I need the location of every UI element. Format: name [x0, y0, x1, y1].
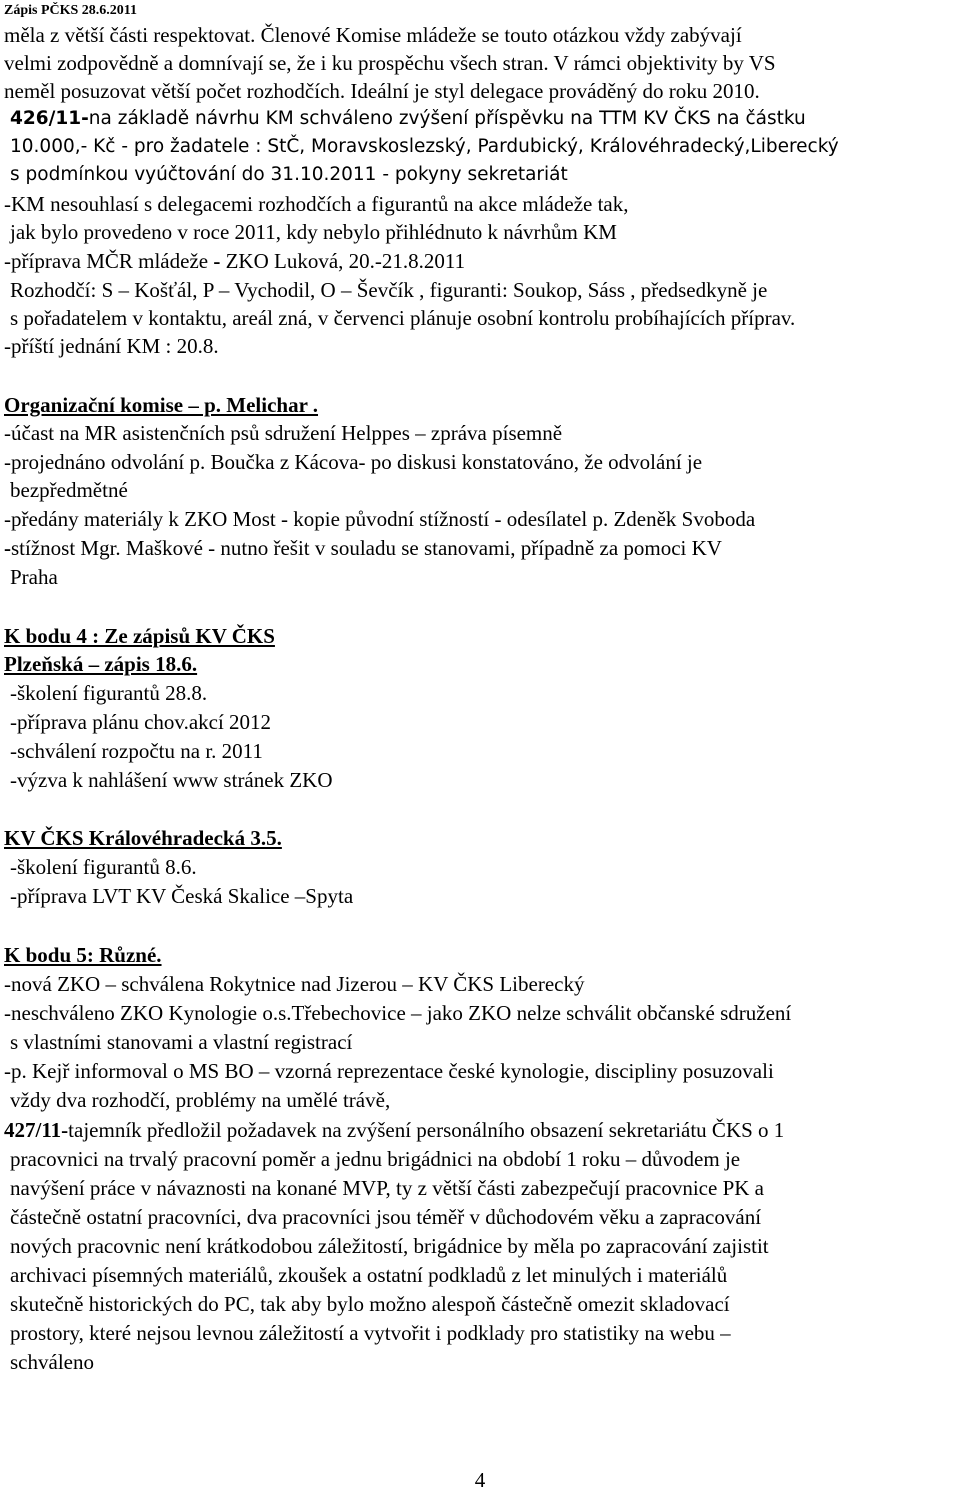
page-number: 4	[474, 1468, 486, 1492]
text-line: Praha	[10, 565, 58, 589]
text-line: prostory, které nejsou levnou záležitostí a vytvořit i podklady pro statistiky na webu –	[10, 1321, 731, 1345]
text-line: -příprava LVT KV Česká Skalice –Spyta	[10, 884, 354, 908]
text-line: částečně ostatní pracovníci, dva pracovníci jsou téměř v důchodovém věku a zapracování	[10, 1205, 762, 1229]
text-line: -neschváleno ZKO Kynologie o.s.Třebechovice – jako ZKO nelze schválit občanské sdružení	[4, 1001, 792, 1025]
text-line: -výzva k nahlášení www stránek ZKO	[10, 768, 333, 792]
text-line: Rozhodčí: S – Košťál, P – Vychodil, O – Ševčík , figuranti: Soukop, Sáss , předsedkyně je	[10, 278, 768, 302]
subsection-heading: KV ČKS Královéhradecká 3.5.	[4, 826, 282, 850]
subsection-heading: Plzeňská – zápis 18.6.	[4, 652, 198, 676]
text-line: jak bylo provedeno v roce 2011, kdy nebylo přihlédnuto k návrhům KM	[10, 220, 617, 244]
text-line: -předány materiály k ZKO Most - kopie původní stížností - odesílatel p. Zdeněk Svoboda	[4, 507, 756, 531]
text-line: -školení figurantů 28.8.	[10, 681, 208, 705]
text-line: s vlastními stanovami a vlastní registrací	[10, 1030, 353, 1054]
text-line: -schválení rozpočtu na r. 2011	[10, 739, 263, 763]
text-line: bezpředmětné	[10, 478, 128, 502]
resolution-number: 426/11-	[10, 108, 89, 129]
text-line: -příprava MČR mládeže - ZKO Luková, 20.-21.8.2011	[4, 249, 466, 273]
text-line: schváleno	[10, 1350, 94, 1374]
section-heading: K bodu 4 : Ze zápisů KV ČKS	[4, 624, 275, 648]
text-line: s pořadatelem v kontaktu, areál zná, v červenci plánuje osobní kontrolu probíhajících příprav.	[10, 306, 796, 330]
resolution-line: 427/11-tajemník předložil požadavek na zvýšení personálního obsazení sekretariátu ČKS o 1	[4, 1118, 785, 1142]
resolution-number: 427/11-	[4, 1118, 69, 1142]
text-line: -příští jednání KM : 20.8.	[4, 334, 219, 358]
text-line: vždy dva rozhodčí, problémy na umělé trávě,	[10, 1088, 391, 1112]
text-line: -projednáno odvolání p. Boučka z Kácova- po diskusi konstatováno, že odvolání je	[4, 450, 703, 474]
text-line: -KM nesouhlasí s delegacemi rozhodčích a figurantů na akce mládeže tak,	[4, 192, 629, 216]
text-line: -účast na MR asistenčních psů sdružení Helppes – zpráva písemně	[4, 421, 563, 445]
text-line: měla z větší části respektovat. Členové Komise mládeže se touto otázkou vždy zabývají	[4, 23, 742, 47]
text-line: -příprava plánu chov.akcí 2012	[10, 710, 272, 734]
text-line: pracovnici na trvalý pracovní poměr a jednu brigádnici na období 1 roku – důvodem je	[10, 1147, 741, 1171]
resolution-line: 426/11-na základě návrhu KM schváleno zvýšení příspěvku na TTM KV ČKS na částku	[10, 108, 806, 129]
text-line: -p. Kejř informoval o MS BO – vzorná reprezentace české kynologie, discipliny posuzovali	[4, 1059, 774, 1083]
section-heading: Organizační komise – p. Melichar .	[4, 393, 319, 417]
page-header: Zápis PČKS 28.6.2011	[4, 3, 138, 18]
text-line: -školení figurantů 8.6.	[10, 855, 197, 879]
text-line: navýšení práce v návaznosti na konané MVP, ty z větší části zabezpečují pracovnice PK a	[10, 1176, 764, 1200]
text-line: velmi zodpovědně a domnívají se, že i ku prospěchu všech stran. V rámci objektivity by VS	[4, 51, 776, 75]
text-line: skutečně historických do PC, tak aby bylo možno alespoň částečně omezit skladovací	[10, 1292, 730, 1316]
text-line: neměl posuzovat větší počet rozhodčích. Ideální je styl delegace prováděný do roku 2010.	[4, 79, 760, 103]
text-line: -stížnost Mgr. Maškové - nutno řešit v souladu se stanovami, případně za pomoci KV	[4, 536, 722, 560]
text-line: nových pracovnic není krátkodobou záležitostí, brigádnice by měla po zapracování zajistit	[10, 1234, 769, 1258]
text-line: archivaci písemných materiálů, zkoušek a ostatní podkladů z let minulých i materiálů	[10, 1263, 728, 1287]
text-line: s podmínkou vyúčtování do 31.10.2011 - pokyny sekretariát	[10, 164, 568, 185]
text-line: -nová ZKO – schválena Rokytnice nad Jizerou – KV ČKS Liberecký	[4, 972, 585, 996]
section-heading: K bodu 5: Různé.	[4, 943, 162, 967]
text-line: 10.000,- Kč - pro žadatele : StČ, Moravskoslezský, Pardubický, Královéhradecký,Liberecký	[10, 136, 839, 157]
